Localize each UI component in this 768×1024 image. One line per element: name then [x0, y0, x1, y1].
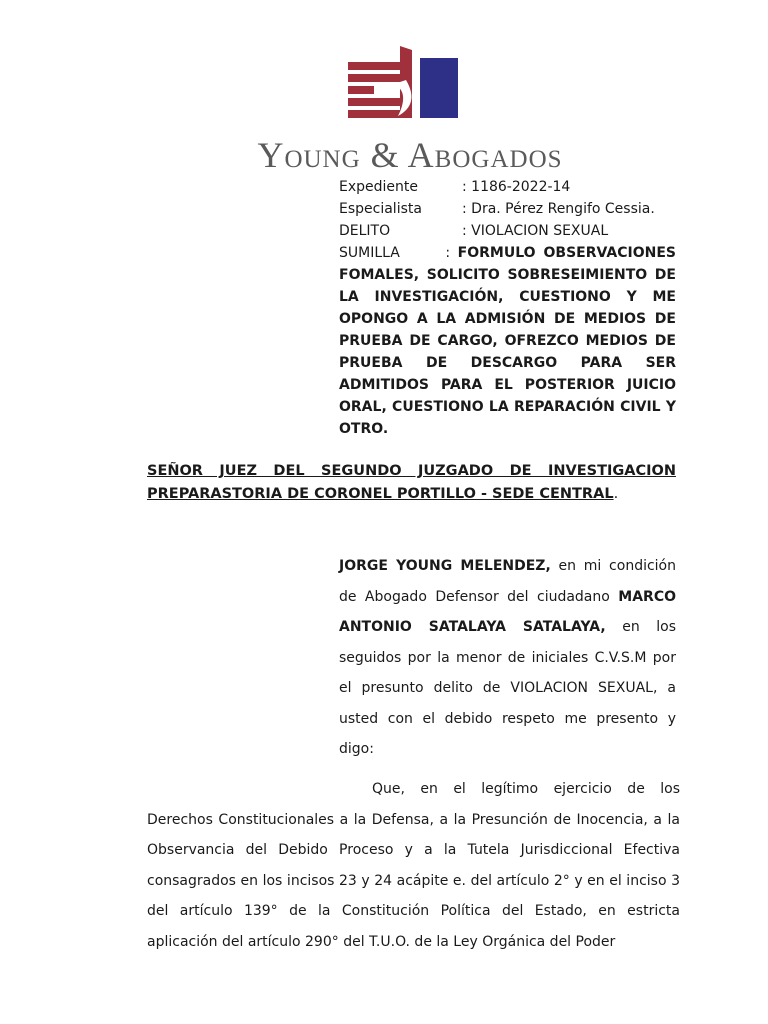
sumilla	[339, 242, 676, 440]
delito-row	[339, 220, 676, 242]
case-metadata	[339, 176, 676, 440]
firm-name: Young & Abogados	[257, 135, 563, 175]
especialista-label: Especialista	[339, 201, 422, 217]
especialista-row	[339, 198, 676, 220]
client-name: MARCO ANTONIO SATALAYA SATALAYA,	[339, 588, 676, 635]
firm-logo-icon	[340, 44, 464, 130]
sumilla-text: FORMULO OBSERVACIONES FOMALES, SOLICITO SOBRESEIMIENTO DE LA INVESTIGACIÓN, CUESTIONO Y ME OPONGO A LA ADMISIÓN DE MEDIOS DE PRUEBA DE CARGO, OFREZCO MEDIOS DE PRUEBA DE DESCARGO PARA SER ADMITIDOS PARA EL POSTERIOR JUICIO ORAL, CUESTIONO LA REPARACIÓN CIVIL Y OTRO.	[339, 245, 676, 437]
expediente-row	[339, 176, 676, 198]
especialista-value: : Dra. Pérez Rengifo Cessia.	[462, 201, 655, 217]
intro-text-1: en mi condición de Abogado Defensor del ciudadano	[339, 558, 676, 605]
sumilla-colon: :	[445, 245, 451, 261]
lawyer-name: JORGE YOUNG MELENDEZ,	[339, 558, 551, 574]
delito-value: : VIOLACION SEXUAL	[462, 223, 609, 239]
expediente-label: Expediente	[339, 179, 418, 195]
sumilla-label: SUMILLA	[339, 245, 400, 261]
addressee-text: SEÑOR JUEZ DEL SEGUNDO JUZGADO DE INVESTIGACION PREPARASTORIA DE CORONEL PORTILLO - SEDE CENTRAL	[147, 463, 676, 502]
expediente-value: : 1186-2022-14	[462, 179, 571, 195]
addressee-period: .	[613, 486, 619, 502]
addressee	[147, 460, 676, 506]
body-paragraph: Que, en el legítimo ejercicio de los Derechos Constitucionales a la Defensa, a la Presunción de Inocencia, a la Observancia del Debido Proceso y a la Tutela Jurisdiccional Efectiva consagrados en los incisos 23 y 24 acápite e. del artículo 2° y en el inciso 3 del artículo 139° de la Constitución Política del Estado, en estricta aplicación del artículo 290° del T.U.O. de la Ley Orgánica del Poder	[147, 781, 680, 950]
delito-label: DELITO	[339, 223, 391, 239]
intro-paragraph	[339, 551, 676, 765]
intro-text-2: en los seguidos por la menor de iniciales C.V.S.M por el presunto delito de VIOLACION SEXUAL, a usted con el debido respeto me presento y digo:	[339, 619, 676, 757]
